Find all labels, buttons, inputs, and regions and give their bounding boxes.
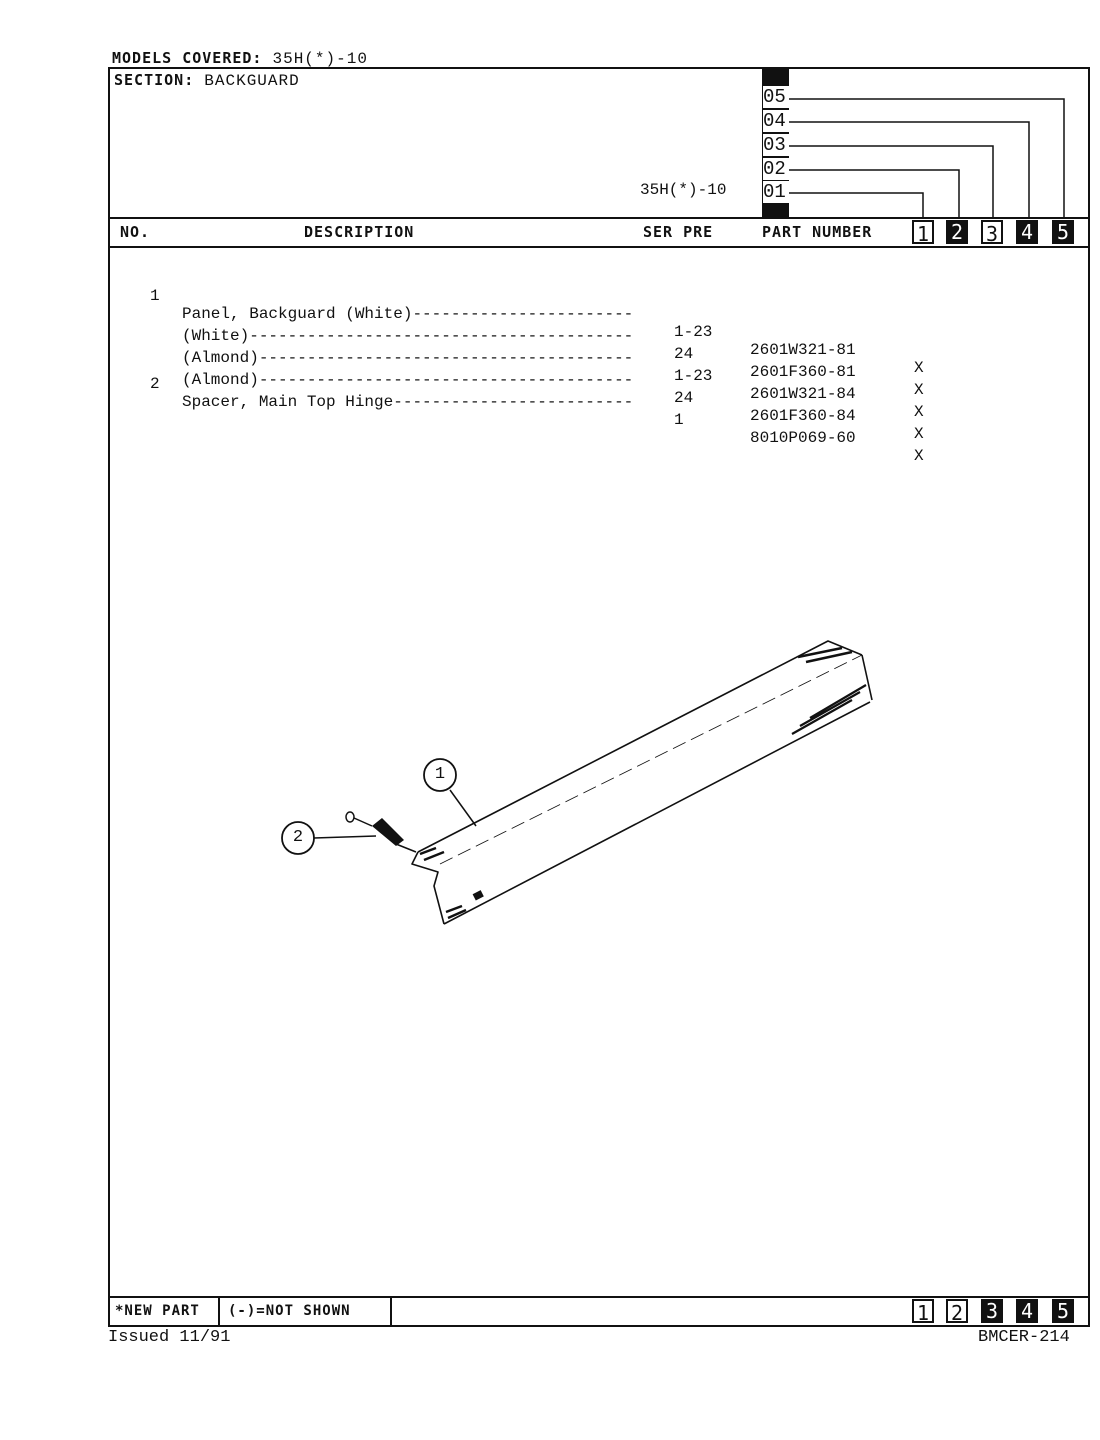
- variant-code-02: 02: [763, 158, 789, 180]
- item-part-number: 2601W321-84: [750, 385, 856, 403]
- models-value: 35H(*)-10: [272, 50, 368, 68]
- variant-code-05: 05: [763, 86, 789, 108]
- footer-model-col-2: 2: [946, 1299, 968, 1323]
- col-ser-pre: SER PRE: [643, 223, 714, 241]
- item-model-mark: X: [914, 447, 924, 465]
- item-description: (Almond)---------------------------------------: [182, 371, 634, 389]
- footer-model-col-1: 1: [912, 1299, 934, 1323]
- section-label: SECTION:: [114, 71, 195, 89]
- col-part-number: PART NUMBER: [762, 223, 873, 241]
- not-shown-legend: (-)=NOT SHOWN: [228, 1303, 351, 1319]
- callout-2-label: 2: [292, 828, 304, 847]
- models-label: MODELS COVERED:: [112, 49, 263, 67]
- callout-1-label: 1: [434, 765, 446, 784]
- item-ser-pre: 1-23: [674, 323, 713, 341]
- model-col-5: 5: [1052, 220, 1074, 244]
- item-no: 2: [150, 375, 160, 393]
- model-col-4: 4: [1016, 220, 1038, 244]
- item-ser-pre: 1-23: [674, 367, 713, 385]
- item-no: 1: [150, 287, 160, 305]
- callout-1-leader: [450, 790, 476, 826]
- item-description: Spacer, Main Top Hinge-------------------------: [182, 393, 634, 411]
- backguard-panel-drawing: [412, 641, 872, 924]
- footer-model-col-5: 5: [1052, 1299, 1074, 1323]
- item-description: (Almond)---------------------------------------: [182, 349, 634, 367]
- variant-code-04: 04: [763, 110, 789, 132]
- item-model-mark: X: [914, 403, 924, 421]
- col-no: NO.: [120, 223, 151, 241]
- callout-2-leader: [314, 836, 376, 838]
- section-value: BACKGUARD: [204, 72, 300, 90]
- item-description: Panel, Backguard (White)-----------------------: [182, 305, 634, 323]
- model-col-1: 1: [912, 220, 934, 244]
- footer-divider-1: [218, 1297, 220, 1326]
- variant-code-01: 01: [763, 181, 789, 203]
- item-model-mark: X: [914, 381, 924, 399]
- model-name: 35H(*)-10: [640, 181, 727, 199]
- spacer-drawing: [346, 812, 416, 852]
- item-model-mark: X: [914, 425, 924, 443]
- model-col-3: 3: [981, 220, 1003, 244]
- new-part-legend: *NEW PART: [115, 1303, 200, 1319]
- document-code: BMCER-214: [978, 1328, 1070, 1347]
- footer-divider-2: [390, 1297, 392, 1326]
- item-description: (White)----------------------------------------: [182, 327, 634, 345]
- item-part-number: 2601F360-84: [750, 407, 856, 425]
- item-ser-pre: 24: [674, 389, 694, 407]
- variant-code-03: 03: [763, 134, 789, 156]
- item-part-number: 2601F360-81: [750, 363, 856, 381]
- footer-model-col-4: 4: [1016, 1299, 1038, 1323]
- item-part-number: 8010P069-60: [750, 429, 856, 447]
- footer-top-rule: [108, 1296, 1090, 1298]
- item-model-mark: X: [914, 359, 924, 377]
- footer-model-col-3: 3: [981, 1299, 1003, 1323]
- col-description: DESCRIPTION: [304, 223, 415, 241]
- item-ser-pre: 1: [674, 411, 684, 429]
- model-col-2: 2: [946, 220, 968, 244]
- item-part-number: 2601W321-81: [750, 341, 856, 359]
- issued-date: Issued 11/91: [108, 1328, 231, 1347]
- item-ser-pre: 24: [674, 345, 694, 363]
